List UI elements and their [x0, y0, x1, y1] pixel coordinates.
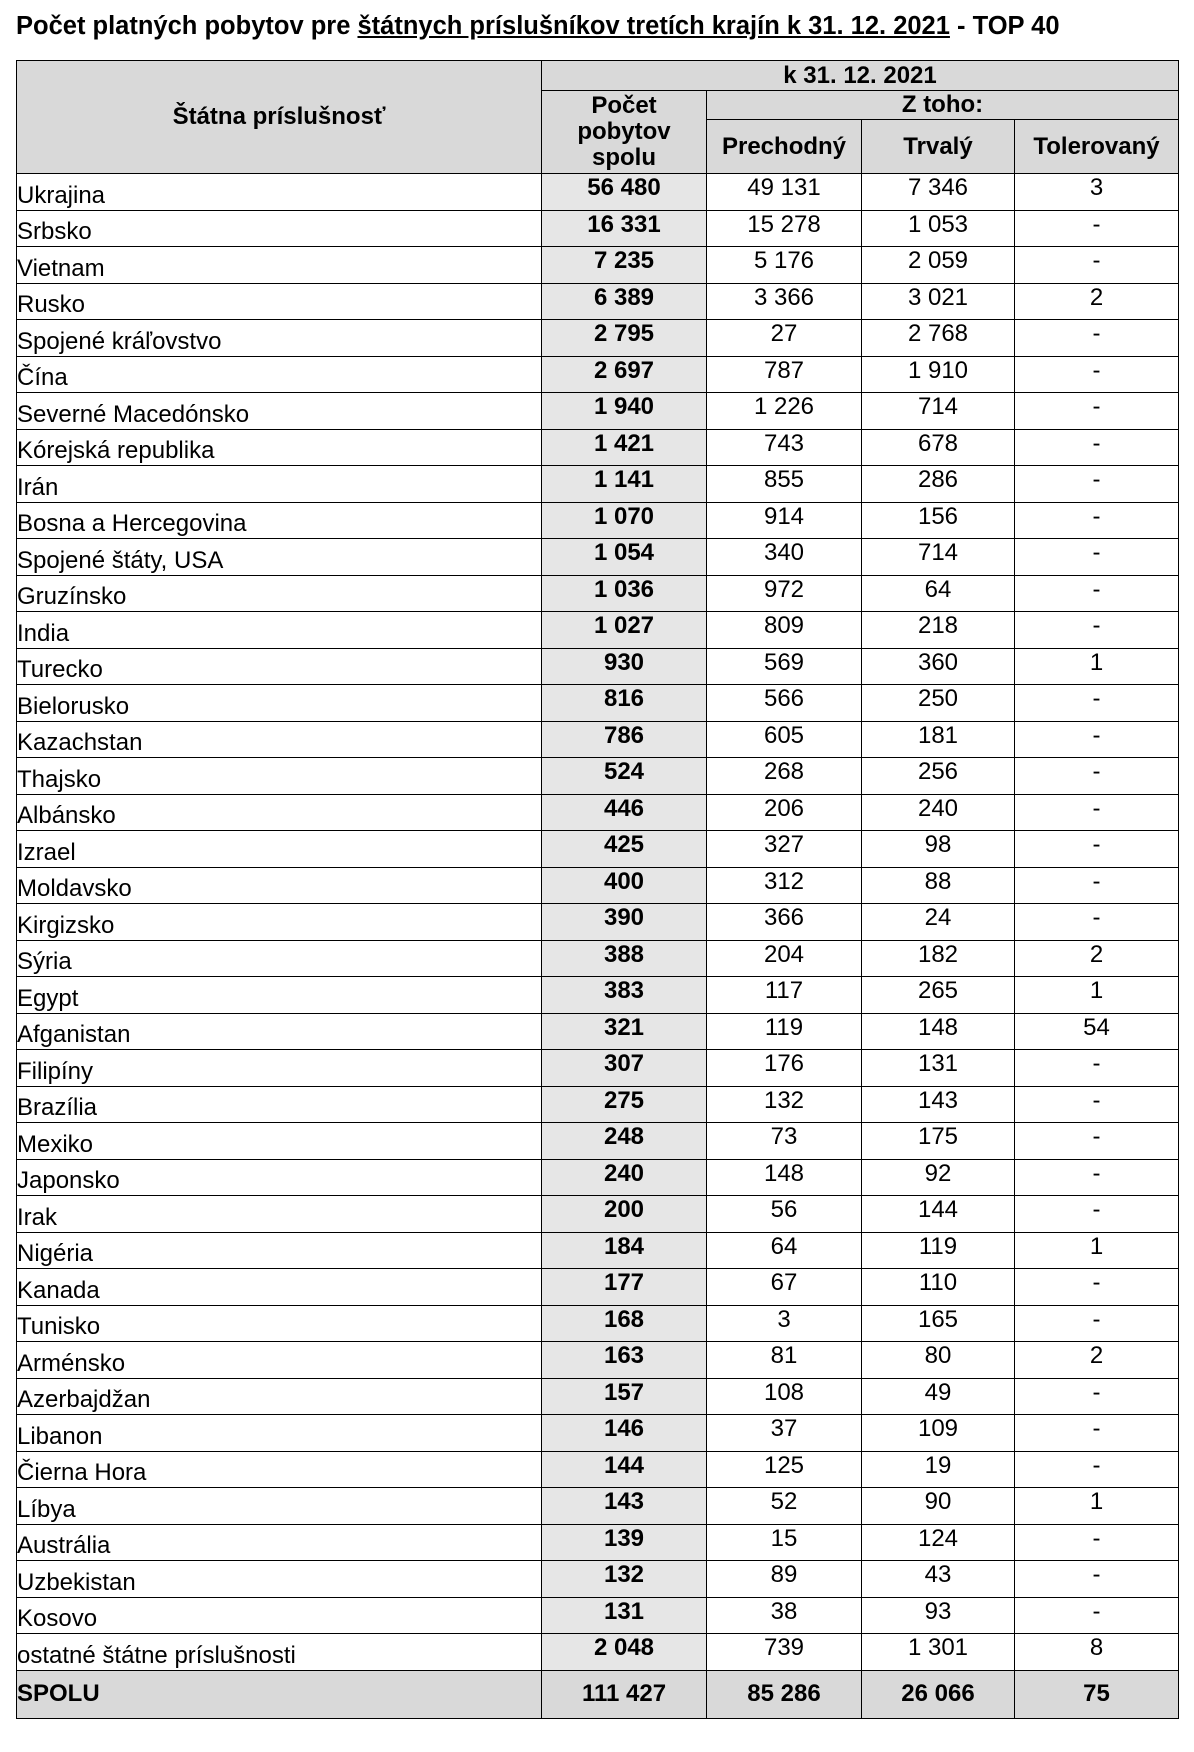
- temporary-cell: 569: [707, 648, 862, 685]
- country-cell: Izrael: [17, 831, 542, 868]
- permanent-cell: 256: [862, 758, 1015, 795]
- table-row: [17, 502, 1179, 539]
- table-row: [17, 977, 1179, 1014]
- tolerated-cell: -: [1015, 356, 1179, 393]
- total-cell: 816: [542, 685, 707, 722]
- temporary-cell: 605: [707, 721, 862, 758]
- permanent-cell: 19: [862, 1451, 1015, 1488]
- permanent-cell: 250: [862, 685, 1015, 722]
- tolerated-cell: -: [1015, 1597, 1179, 1634]
- temporary-cell: 340: [707, 539, 862, 576]
- total-cell: 321: [542, 1013, 707, 1050]
- permanent-cell: 240: [862, 794, 1015, 831]
- country-cell: Kazachstan: [17, 721, 542, 758]
- country-cell: Filipíny: [17, 1050, 542, 1087]
- temporary-cell: 117: [707, 977, 862, 1014]
- temporary-cell: 27: [707, 320, 862, 357]
- permanent-cell: 7 346: [862, 174, 1015, 211]
- tolerated-cell: -: [1015, 1269, 1179, 1306]
- total-cell: 131: [542, 1597, 707, 1634]
- tolerated-cell: 3: [1015, 174, 1179, 211]
- country-cell: Irán: [17, 466, 542, 503]
- country-cell: Kanada: [17, 1269, 542, 1306]
- temporary-cell: 3 366: [707, 283, 862, 320]
- tolerated-cell: -: [1015, 758, 1179, 795]
- total-cell: 146: [542, 1415, 707, 1452]
- permanent-cell: 182: [862, 940, 1015, 977]
- total-cell: 6 389: [542, 283, 707, 320]
- tolerated-cell: 1: [1015, 648, 1179, 685]
- country-cell: Spojené kráľovstvo: [17, 320, 542, 357]
- tolerated-cell: 54: [1015, 1013, 1179, 1050]
- permanent-cell: 181: [862, 721, 1015, 758]
- country-cell: Mexiko: [17, 1123, 542, 1160]
- table-row: [17, 904, 1179, 941]
- country-cell: Tunisko: [17, 1305, 542, 1342]
- permanent-cell: 98: [862, 831, 1015, 868]
- permanent-cell: 156: [862, 502, 1015, 539]
- total-cell: 56 480: [542, 174, 707, 211]
- permanent-cell: 286: [862, 466, 1015, 503]
- table-row: [17, 1305, 1179, 1342]
- table-row: [17, 575, 1179, 612]
- table-body: [17, 174, 1179, 1719]
- total-cell: 200: [542, 1196, 707, 1233]
- tolerated-cell: -: [1015, 466, 1179, 503]
- table-row: [17, 1159, 1179, 1196]
- table-row: [17, 174, 1179, 211]
- country-cell: Irak: [17, 1196, 542, 1233]
- table-row: [17, 1451, 1179, 1488]
- temporary-cell: 38: [707, 1597, 862, 1634]
- total-cell: 139: [542, 1524, 707, 1561]
- table-row: [17, 940, 1179, 977]
- tolerated-cell: 2: [1015, 283, 1179, 320]
- tolerated-cell: -: [1015, 210, 1179, 247]
- tolerated-cell: -: [1015, 393, 1179, 430]
- temporary-cell: 366: [707, 904, 862, 941]
- country-cell: Azerbajdžan: [17, 1378, 542, 1415]
- temporary-cell: 73: [707, 1123, 862, 1160]
- tolerated-cell: -: [1015, 904, 1179, 941]
- total-cell: 1 054: [542, 539, 707, 576]
- total-cell: 1 421: [542, 429, 707, 466]
- tolerated-cell: -: [1015, 1159, 1179, 1196]
- country-cell: Spojené štáty, USA: [17, 539, 542, 576]
- permanent-cell: 88: [862, 867, 1015, 904]
- temporary-cell: 204: [707, 940, 862, 977]
- tolerated-cell: 2: [1015, 940, 1179, 977]
- permanent-cell: 175: [862, 1123, 1015, 1160]
- temporary-cell: 49 131: [707, 174, 862, 211]
- header-permanent: Trvalý: [862, 120, 1015, 174]
- country-cell: Libanon: [17, 1415, 542, 1452]
- country-cell: Thajsko: [17, 758, 542, 795]
- table-row: [17, 247, 1179, 284]
- permanent-cell: 1 053: [862, 210, 1015, 247]
- table-row: [17, 283, 1179, 320]
- temporary-cell: 52: [707, 1488, 862, 1525]
- table-row: [17, 1013, 1179, 1050]
- country-cell: Ukrajina: [17, 174, 542, 211]
- country-cell: Sýria: [17, 940, 542, 977]
- permanent-cell: 714: [862, 539, 1015, 576]
- table-row: [17, 1086, 1179, 1123]
- header-tolerated: Tolerovaný: [1015, 120, 1179, 174]
- total-cell: 7 235: [542, 247, 707, 284]
- permanent-cell: 1 301: [862, 1634, 1015, 1671]
- tolerated-cell: 1: [1015, 1488, 1179, 1525]
- table-row: [17, 758, 1179, 795]
- permanent-cell: 110: [862, 1269, 1015, 1306]
- permanent-cell: 124: [862, 1524, 1015, 1561]
- tolerated-cell: -: [1015, 502, 1179, 539]
- tolerated-cell: -: [1015, 1050, 1179, 1087]
- table-row: [17, 210, 1179, 247]
- total-cell: 1 070: [542, 502, 707, 539]
- total-cell: 184: [542, 1232, 707, 1269]
- table-row: [17, 1597, 1179, 1634]
- total-cell: 1 036: [542, 575, 707, 612]
- permanent-cell: 218: [862, 612, 1015, 649]
- temporary-cell: 67: [707, 1269, 862, 1306]
- permanent-cell: 92: [862, 1159, 1015, 1196]
- total-cell: 1 141: [542, 466, 707, 503]
- permanent-cell: 2 768: [862, 320, 1015, 357]
- total-cell: 390: [542, 904, 707, 941]
- tolerated-cell: -: [1015, 1524, 1179, 1561]
- summary-permanent: 26 066: [862, 1670, 1015, 1718]
- tolerated-cell: -: [1015, 1378, 1179, 1415]
- summary-total: 111 427: [542, 1670, 707, 1718]
- header-of-which: Z toho:: [707, 91, 1179, 120]
- temporary-cell: 15: [707, 1524, 862, 1561]
- summary-temporary: 85 286: [707, 1670, 862, 1718]
- permanent-cell: 119: [862, 1232, 1015, 1269]
- tolerated-cell: 1: [1015, 1232, 1179, 1269]
- country-cell: Albánsko: [17, 794, 542, 831]
- table-row: [17, 1123, 1179, 1160]
- table-row: [17, 1488, 1179, 1525]
- permanent-cell: 80: [862, 1342, 1015, 1379]
- temporary-cell: 268: [707, 758, 862, 795]
- table-row: [17, 320, 1179, 357]
- total-cell: 144: [542, 1451, 707, 1488]
- total-cell: 275: [542, 1086, 707, 1123]
- temporary-cell: 119: [707, 1013, 862, 1050]
- temporary-cell: 312: [707, 867, 862, 904]
- country-cell: Kosovo: [17, 1597, 542, 1634]
- permanent-cell: 64: [862, 575, 1015, 612]
- total-cell: 1 027: [542, 612, 707, 649]
- permanent-cell: 109: [862, 1415, 1015, 1452]
- table-row: [17, 1524, 1179, 1561]
- permanent-cell: 265: [862, 977, 1015, 1014]
- temporary-cell: 64: [707, 1232, 862, 1269]
- country-cell: Kórejská republika: [17, 429, 542, 466]
- temporary-cell: 148: [707, 1159, 862, 1196]
- table-row: [17, 1561, 1179, 1598]
- table-row: [17, 1232, 1179, 1269]
- table-row: [17, 648, 1179, 685]
- title-suffix: - TOP 40: [949, 12, 1060, 40]
- table-row: [17, 1050, 1179, 1087]
- country-cell: Kirgizsko: [17, 904, 542, 941]
- summary-tolerated: 75: [1015, 1670, 1179, 1718]
- residence-table: [16, 60, 1179, 1719]
- temporary-cell: 37: [707, 1415, 862, 1452]
- permanent-cell: 24: [862, 904, 1015, 941]
- summary-row: [17, 1670, 1179, 1718]
- permanent-cell: 2 059: [862, 247, 1015, 284]
- country-cell: Arménsko: [17, 1342, 542, 1379]
- tolerated-cell: -: [1015, 612, 1179, 649]
- total-cell: 388: [542, 940, 707, 977]
- temporary-cell: 566: [707, 685, 862, 722]
- table-row: [17, 612, 1179, 649]
- table-row: [17, 1269, 1179, 1306]
- tolerated-cell: -: [1015, 575, 1179, 612]
- temporary-cell: 743: [707, 429, 862, 466]
- tolerated-cell: -: [1015, 867, 1179, 904]
- temporary-cell: 5 176: [707, 247, 862, 284]
- table-row: [17, 867, 1179, 904]
- total-cell: 157: [542, 1378, 707, 1415]
- temporary-cell: 206: [707, 794, 862, 831]
- permanent-cell: 714: [862, 393, 1015, 430]
- tolerated-cell: -: [1015, 539, 1179, 576]
- tolerated-cell: -: [1015, 794, 1179, 831]
- temporary-cell: 972: [707, 575, 862, 612]
- country-cell: India: [17, 612, 542, 649]
- temporary-cell: 787: [707, 356, 862, 393]
- total-cell: 2 795: [542, 320, 707, 357]
- table-row: [17, 356, 1179, 393]
- country-cell: Srbsko: [17, 210, 542, 247]
- total-cell: 177: [542, 1269, 707, 1306]
- permanent-cell: 131: [862, 1050, 1015, 1087]
- temporary-cell: 809: [707, 612, 862, 649]
- country-cell: Vietnam: [17, 247, 542, 284]
- country-cell: Líbya: [17, 1488, 542, 1525]
- permanent-cell: 43: [862, 1561, 1015, 1598]
- total-cell: 132: [542, 1561, 707, 1598]
- permanent-cell: 148: [862, 1013, 1015, 1050]
- total-cell: 2 697: [542, 356, 707, 393]
- tolerated-cell: -: [1015, 721, 1179, 758]
- total-cell: 930: [542, 648, 707, 685]
- permanent-cell: 165: [862, 1305, 1015, 1342]
- summary-label: SPOLU: [17, 1670, 542, 1718]
- tolerated-cell: -: [1015, 1196, 1179, 1233]
- tolerated-cell: -: [1015, 1086, 1179, 1123]
- tolerated-cell: -: [1015, 429, 1179, 466]
- table-row: [17, 1415, 1179, 1452]
- tolerated-cell: -: [1015, 831, 1179, 868]
- total-cell: 2 048: [542, 1634, 707, 1671]
- tolerated-cell: -: [1015, 1123, 1179, 1160]
- table-row: [17, 1342, 1179, 1379]
- temporary-cell: 855: [707, 466, 862, 503]
- tolerated-cell: -: [1015, 320, 1179, 357]
- temporary-cell: 176: [707, 1050, 862, 1087]
- tolerated-cell: 1: [1015, 977, 1179, 1014]
- temporary-cell: 81: [707, 1342, 862, 1379]
- table-row: [17, 1196, 1179, 1233]
- permanent-cell: 3 021: [862, 283, 1015, 320]
- tolerated-cell: -: [1015, 1305, 1179, 1342]
- country-cell: ostatné štátne príslušnosti: [17, 1634, 542, 1671]
- country-cell: Gruzínsko: [17, 575, 542, 612]
- table-row: [17, 721, 1179, 758]
- tolerated-cell: 2: [1015, 1342, 1179, 1379]
- temporary-cell: 3: [707, 1305, 862, 1342]
- tolerated-cell: -: [1015, 1451, 1179, 1488]
- permanent-cell: 360: [862, 648, 1015, 685]
- tolerated-cell: -: [1015, 247, 1179, 284]
- header-temporary: Prechodný: [707, 120, 862, 174]
- table-row: [17, 685, 1179, 722]
- country-cell: Austrália: [17, 1524, 542, 1561]
- total-cell: 524: [542, 758, 707, 795]
- temporary-cell: 108: [707, 1378, 862, 1415]
- tolerated-cell: -: [1015, 1561, 1179, 1598]
- table-row: [17, 1378, 1179, 1415]
- title-underlined: štátnych príslušníkov tretích krajín k 31. 12. 2021: [357, 12, 950, 40]
- total-cell: 425: [542, 831, 707, 868]
- country-cell: Brazília: [17, 1086, 542, 1123]
- temporary-cell: 56: [707, 1196, 862, 1233]
- permanent-cell: 678: [862, 429, 1015, 466]
- permanent-cell: 49: [862, 1378, 1015, 1415]
- total-cell: 307: [542, 1050, 707, 1087]
- country-cell: Čína: [17, 356, 542, 393]
- temporary-cell: 132: [707, 1086, 862, 1123]
- permanent-cell: 143: [862, 1086, 1015, 1123]
- tolerated-cell: -: [1015, 685, 1179, 722]
- tolerated-cell: -: [1015, 1415, 1179, 1452]
- permanent-cell: 144: [862, 1196, 1015, 1233]
- country-cell: Uzbekistan: [17, 1561, 542, 1598]
- country-cell: Egypt: [17, 977, 542, 1014]
- total-cell: 400: [542, 867, 707, 904]
- permanent-cell: 93: [862, 1597, 1015, 1634]
- total-cell: 163: [542, 1342, 707, 1379]
- temporary-cell: 125: [707, 1451, 862, 1488]
- country-cell: Bosna a Hercegovina: [17, 502, 542, 539]
- country-cell: Severné Macedónsko: [17, 393, 542, 430]
- total-cell: 248: [542, 1123, 707, 1160]
- header-total: Počet pobytov spolu: [542, 91, 707, 174]
- country-cell: Bielorusko: [17, 685, 542, 722]
- country-cell: Turecko: [17, 648, 542, 685]
- total-cell: 240: [542, 1159, 707, 1196]
- table-row: [17, 539, 1179, 576]
- temporary-cell: 914: [707, 502, 862, 539]
- country-cell: Afganistan: [17, 1013, 542, 1050]
- title-prefix: Počet platných pobytov pre: [16, 12, 358, 40]
- temporary-cell: 1 226: [707, 393, 862, 430]
- total-cell: 1 940: [542, 393, 707, 430]
- permanent-cell: 90: [862, 1488, 1015, 1525]
- total-cell: 168: [542, 1305, 707, 1342]
- table-row: [17, 393, 1179, 430]
- country-cell: Nigéria: [17, 1232, 542, 1269]
- header-date: k 31. 12. 2021: [542, 61, 1179, 91]
- country-cell: Rusko: [17, 283, 542, 320]
- total-cell: 16 331: [542, 210, 707, 247]
- table-row: [17, 1634, 1179, 1671]
- temporary-cell: 739: [707, 1634, 862, 1671]
- country-cell: Čierna Hora: [17, 1451, 542, 1488]
- table-row: [17, 794, 1179, 831]
- country-cell: Japonsko: [17, 1159, 542, 1196]
- header-nationality: Štátna príslušnosť: [17, 61, 542, 174]
- permanent-cell: 1 910: [862, 356, 1015, 393]
- table-row: [17, 466, 1179, 503]
- total-cell: 446: [542, 794, 707, 831]
- tolerated-cell: 8: [1015, 1634, 1179, 1671]
- table-row: [17, 429, 1179, 466]
- page-title: [16, 12, 1060, 41]
- total-cell: 786: [542, 721, 707, 758]
- temporary-cell: 327: [707, 831, 862, 868]
- country-cell: Moldavsko: [17, 867, 542, 904]
- temporary-cell: 89: [707, 1561, 862, 1598]
- total-cell: 143: [542, 1488, 707, 1525]
- total-cell: 383: [542, 977, 707, 1014]
- temporary-cell: 15 278: [707, 210, 862, 247]
- table-row: [17, 831, 1179, 868]
